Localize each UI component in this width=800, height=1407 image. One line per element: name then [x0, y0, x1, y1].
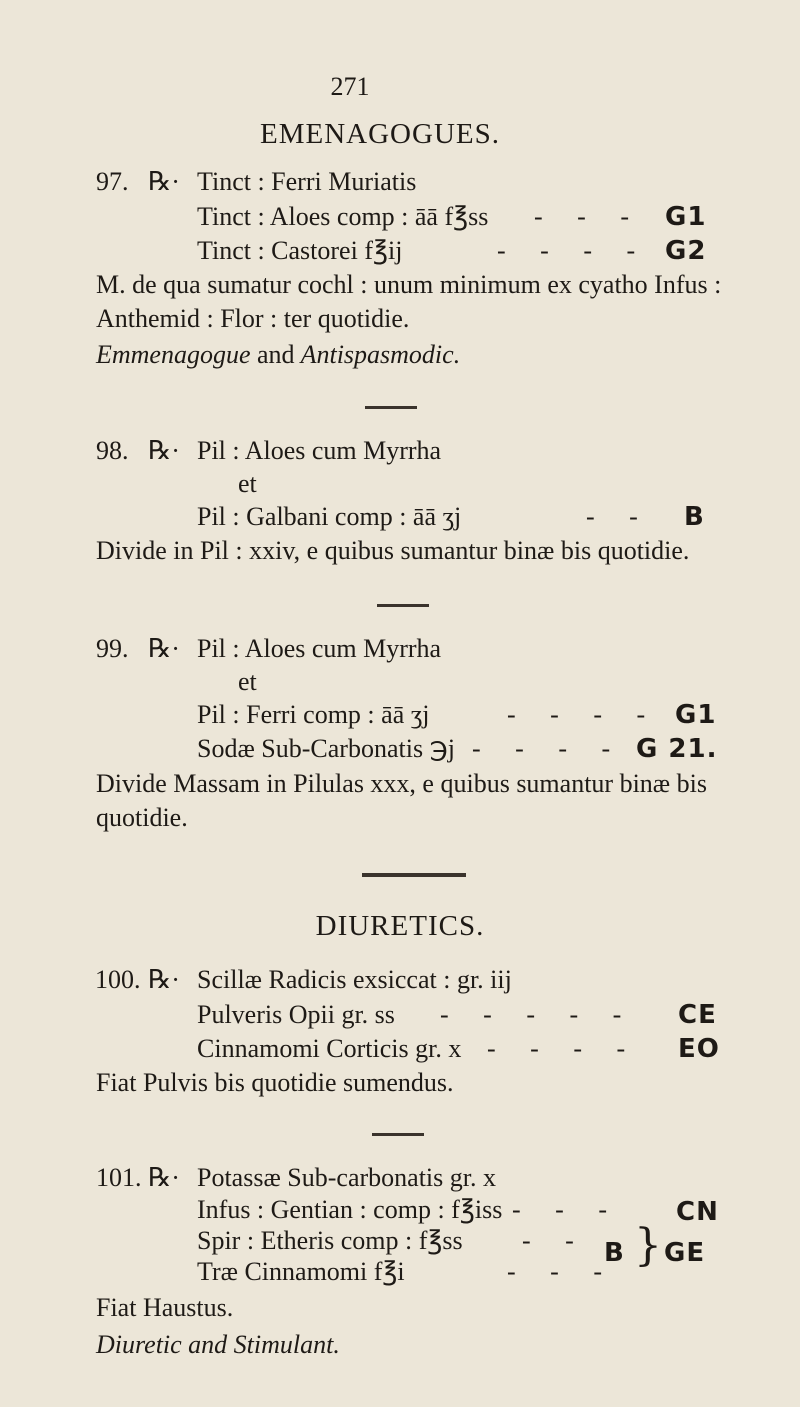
leader-dashes: - - - [507, 1257, 616, 1286]
note-line [96, 340, 460, 370]
cipher-code: G1 [665, 202, 707, 232]
ingredient-line: Scillæ Radicis exsiccat : gr. iij [197, 965, 512, 994]
note-term: Antispasmodic. [300, 340, 461, 369]
divider-rule [377, 604, 429, 607]
rx-symbol: ℞· [148, 634, 180, 663]
page-number: 271 [330, 72, 370, 101]
directions-line: Divide in Pil : xxiv, e quibus sumantur binæ bis quotidie. [96, 536, 690, 565]
cipher-code: CE [678, 1000, 717, 1030]
cipher-code: G2 [665, 236, 707, 266]
divider-rule [365, 406, 417, 409]
note-term: Emmenagogue [96, 340, 251, 369]
recipe-number: 99. [96, 634, 129, 663]
ingredient-line: Tinct : Ferri Muriatis [197, 167, 417, 196]
rx-symbol: ℞· [148, 965, 180, 994]
cipher-code: B [684, 502, 705, 532]
recipe-number: 101. [96, 1163, 142, 1192]
ingredient-line: Cinnamomi Corticis gr. x [197, 1034, 462, 1063]
cipher-code: EO [678, 1034, 720, 1064]
leader-dashes: - - - - [487, 1034, 640, 1063]
section-title-diuretics: DIURETICS. [315, 910, 485, 942]
section-title-emenagogues: EMENAGOGUES. [260, 118, 500, 150]
ingredient-line: Sodæ Sub-Carbonatis ℈j [197, 734, 455, 763]
leader-dashes: - - - - [497, 236, 650, 265]
leader-dashes: - - - - [472, 734, 625, 763]
cipher-code: B [604, 1238, 625, 1268]
ingredient-line: Tinct : Aloes comp : āā f℥ss [197, 202, 489, 231]
directions-line: Fiat Pulvis bis quotidie sumendus. [96, 1068, 454, 1097]
leader-dashes: - - [586, 502, 652, 531]
rx-symbol: ℞· [148, 436, 180, 465]
leader-dashes: - - - [534, 202, 643, 231]
ingredient-line: Træ Cinnamomi f℥i [197, 1257, 405, 1286]
cipher-code: CN [676, 1197, 719, 1227]
ingredient-line: Infus : Gentian : comp : f℥iss [197, 1195, 503, 1224]
ingredient-line: Spir : Etheris comp : f℥ss [197, 1226, 463, 1255]
directions-line: quotidie. [96, 803, 188, 832]
ingredient-line: Pil : Ferri comp : āā ʒj [197, 700, 430, 729]
section-divider-rule [362, 873, 466, 877]
directions-line: Fiat Haustus. [96, 1293, 234, 1322]
ingredient-line: Potassæ Sub-carbonatis gr. x [197, 1163, 496, 1192]
directions-line: Anthemid : Flor : ter quotidie. [96, 304, 410, 333]
conjunction-line: et [238, 469, 257, 498]
ingredient-line: Pulveris Opii gr. ss [197, 1000, 395, 1029]
recipe-number: 97. [96, 167, 129, 196]
leader-dashes: - - - - - [440, 1000, 636, 1029]
ingredient-line: Pil : Galbani comp : āā ʒj [197, 502, 462, 531]
ingredient-line: Tinct : Castorei f℥ij [197, 236, 403, 265]
rx-symbol: ℞· [148, 167, 180, 196]
ingredient-line: Pil : Aloes cum Myrrha [197, 436, 442, 465]
cipher-code: G1 [675, 700, 717, 730]
leader-dashes: - - [522, 1226, 588, 1255]
cipher-code: G 21. [636, 734, 718, 764]
rx-symbol: ℞· [148, 1163, 180, 1192]
leader-dashes: - - - [512, 1195, 621, 1224]
note-conjunction: and [257, 340, 295, 369]
recipe-number: 100. [95, 965, 141, 994]
directions-line: Divide Massam in Pilulas xxx, e quibus sumantur binæ bis [96, 769, 707, 798]
recipe-number: 98. [96, 436, 129, 465]
grouping-brace: } [634, 1220, 662, 1271]
ingredient-line: Pil : Aloes cum Myrrha [197, 634, 442, 663]
divider-rule [372, 1133, 424, 1136]
cipher-code: GE [664, 1238, 706, 1268]
note-line: Diuretic and Stimulant. [96, 1330, 340, 1359]
directions-line: M. de qua sumatur cochl : unum minimum ex cyatho Infus : [96, 270, 722, 299]
conjunction-line: et [238, 667, 257, 696]
leader-dashes: - - - - [507, 700, 660, 729]
